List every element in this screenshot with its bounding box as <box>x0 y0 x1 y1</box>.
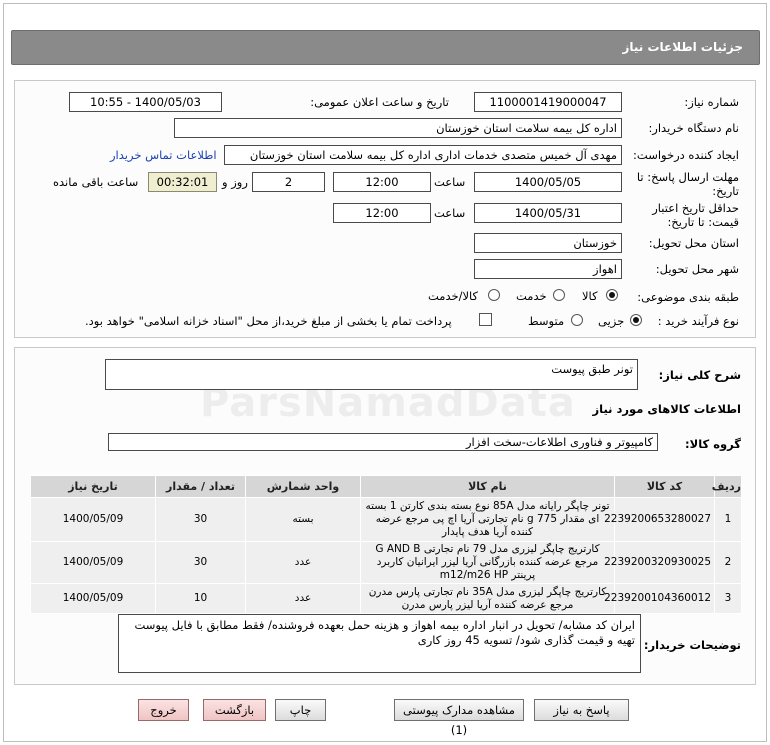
cell-date: 1400/05/09 <box>31 498 156 542</box>
deadline-time-field: 12:00 <box>333 172 431 192</box>
col-header-code: کد کالا <box>615 476 715 498</box>
cell-row: 2 <box>715 542 742 584</box>
summary-field <box>105 359 638 390</box>
summary-value: تونر طبق پیوست <box>551 362 633 376</box>
goods-info-title: اطلاعات کالاهای مورد نیاز <box>592 402 741 416</box>
cell-name: تونر چاپگر رایانه مدل 85A نوع بسته بندی کارتن 1 بسته ای مقدار 775 g نام تجارتی آریا اچ پی مرجع عرضه کننده آریا هدف پایدار <box>361 498 615 542</box>
validity-time-label: ساعت <box>434 206 466 220</box>
summary-label: شرح کلی نیاز: <box>658 368 741 382</box>
exit-button[interactable]: خروج <box>138 699 189 721</box>
city-label: شهر محل تحویل: <box>655 262 739 276</box>
process-radio-minor[interactable] <box>630 314 642 326</box>
col-header-name: نام کالا <box>361 476 615 498</box>
province-label: استان محل تحویل: <box>648 236 739 250</box>
col-header-date: تاریخ نیاز <box>31 476 156 498</box>
page-title: جزئیات اطلاعات نیاز <box>622 40 743 54</box>
table-row <box>31 542 742 584</box>
buyer-contact-link[interactable]: اطلاعات تماس خریدار <box>110 148 217 162</box>
deadline-label-line1: مهلت ارسال پاسخ: تا <box>636 170 739 184</box>
treasury-payment-checkbox[interactable] <box>479 313 492 326</box>
category-radio-goods[interactable] <box>606 289 618 301</box>
print-button[interactable]: چاپ <box>275 699 326 721</box>
goods-group-label: گروه کالا: <box>685 437 741 451</box>
goods-group-field: کامپیوتر و فناوری اطلاعات-سخت افزار <box>108 433 658 451</box>
cell-name: کارتریج چاپگر لیزری مدل 35A نام تجارتی پارس مدرن مرجع عرضه کننده آریا لیزر پارس مدرن <box>361 584 615 614</box>
process-option-minor: جزیی <box>598 314 625 328</box>
buyer-notes-field <box>118 614 641 673</box>
creator-label: ایجاد کننده درخواست: <box>633 148 739 162</box>
announce-label: تاریخ و ساعت اعلان عمومی: <box>310 95 449 109</box>
goods-table <box>30 475 742 614</box>
cell-unit: عدد <box>246 542 361 584</box>
deadline-label-line2: تاریخ: <box>712 184 739 198</box>
back-button[interactable]: بازگشت <box>203 699 266 721</box>
category-option-service: خدمت <box>516 289 547 303</box>
cell-row: 1 <box>715 498 742 542</box>
validity-label-line1: حداقل تاریخ اعتبار <box>652 201 739 215</box>
category-option-goods-service: کالا/خدمت <box>428 289 479 303</box>
buyer-org-field: اداره کل بیمه سلامت استان خوزستان <box>174 118 622 138</box>
cell-qty: 10 <box>156 584 246 614</box>
cell-name: کارتریج چاپگر لیزری مدل 79 نام تجارتی G AND B مرجع عرضه کننده بازرگانی آریا لیزر ایرانیان کاربرد پرینتر m12/m26 HP <box>361 542 615 584</box>
category-radio-goods-service[interactable] <box>488 289 500 301</box>
buyer-notes-value: ایران کد مشابه/ تحویل در انبار اداره بیمه اهواز و هزینه حمل بعهده فروشنده/ فقط مطابق با فایل پیوست تهیه و قیمت گذاری شود/ تسویه 45 روز کاری <box>134 618 635 647</box>
cell-qty: 30 <box>156 498 246 542</box>
creator-field: مهدی آل خمیس متصدی خدمات اداری اداره کل بیمه سلامت استان خوزستان <box>224 145 622 165</box>
validity-time-field: 12:00 <box>333 203 431 223</box>
need-number-field: 1100001419000047 <box>474 92 622 112</box>
process-radio-medium[interactable] <box>571 314 583 326</box>
process-option-medium: متوسط <box>528 314 565 328</box>
process-label: نوع فرآیند خرید : <box>657 314 739 328</box>
cell-unit: بسته <box>246 498 361 542</box>
cell-code: 2239200104360012 <box>615 584 715 614</box>
validity-date-field: 1400/05/31 <box>474 203 622 223</box>
cell-unit: عدد <box>246 584 361 614</box>
view-attachments-button[interactable]: مشاهده مدارک پیوستی (1) <box>394 699 524 721</box>
category-option-goods: کالا <box>582 289 598 303</box>
deadline-days-field: 2 <box>252 172 325 192</box>
buyer-notes-label: توضیحات خریدار: <box>643 638 741 652</box>
cell-date: 1400/05/09 <box>31 584 156 614</box>
validity-label-line2: قیمت: تا تاریخ: <box>667 215 739 229</box>
remaining-time-label: ساعت باقی مانده <box>53 175 139 189</box>
col-header-unit: واحد شمارش <box>246 476 361 498</box>
page-header <box>11 30 760 65</box>
treasury-payment-note: پرداخت تمام یا بخشی از مبلغ خرید،از محل "اسناد خزانه اسلامی" خواهد بود. <box>85 314 452 328</box>
deadline-date-field: 1400/05/05 <box>474 172 622 192</box>
col-header-row: ردیف <box>715 476 742 498</box>
table-header-row <box>31 476 742 498</box>
category-label: طبقه بندی موضوعی: <box>637 290 739 304</box>
need-number-label: شماره نیاز: <box>684 95 739 109</box>
remaining-time-field: 00:32:01 <box>148 172 217 192</box>
city-field: اهواز <box>474 259 622 279</box>
province-field: خوزستان <box>474 233 622 253</box>
cell-date: 1400/05/09 <box>31 542 156 584</box>
table-row <box>31 498 742 542</box>
cell-code: 2239200653280027 <box>615 498 715 542</box>
buyer-org-label: نام دستگاه خریدار: <box>648 121 739 135</box>
table-row <box>31 584 742 614</box>
reply-button[interactable]: پاسخ به نیاز <box>534 699 629 721</box>
announce-field: 1400/05/03 - 10:55 <box>69 92 222 112</box>
col-header-qty: تعداد / مقدار <box>156 476 246 498</box>
cell-row: 3 <box>715 584 742 614</box>
deadline-days-label: روز و <box>222 175 248 189</box>
cell-code: 2239200320930025 <box>615 542 715 584</box>
cell-qty: 30 <box>156 542 246 584</box>
deadline-time-label: ساعت <box>434 175 466 189</box>
category-radio-service[interactable] <box>553 289 565 301</box>
